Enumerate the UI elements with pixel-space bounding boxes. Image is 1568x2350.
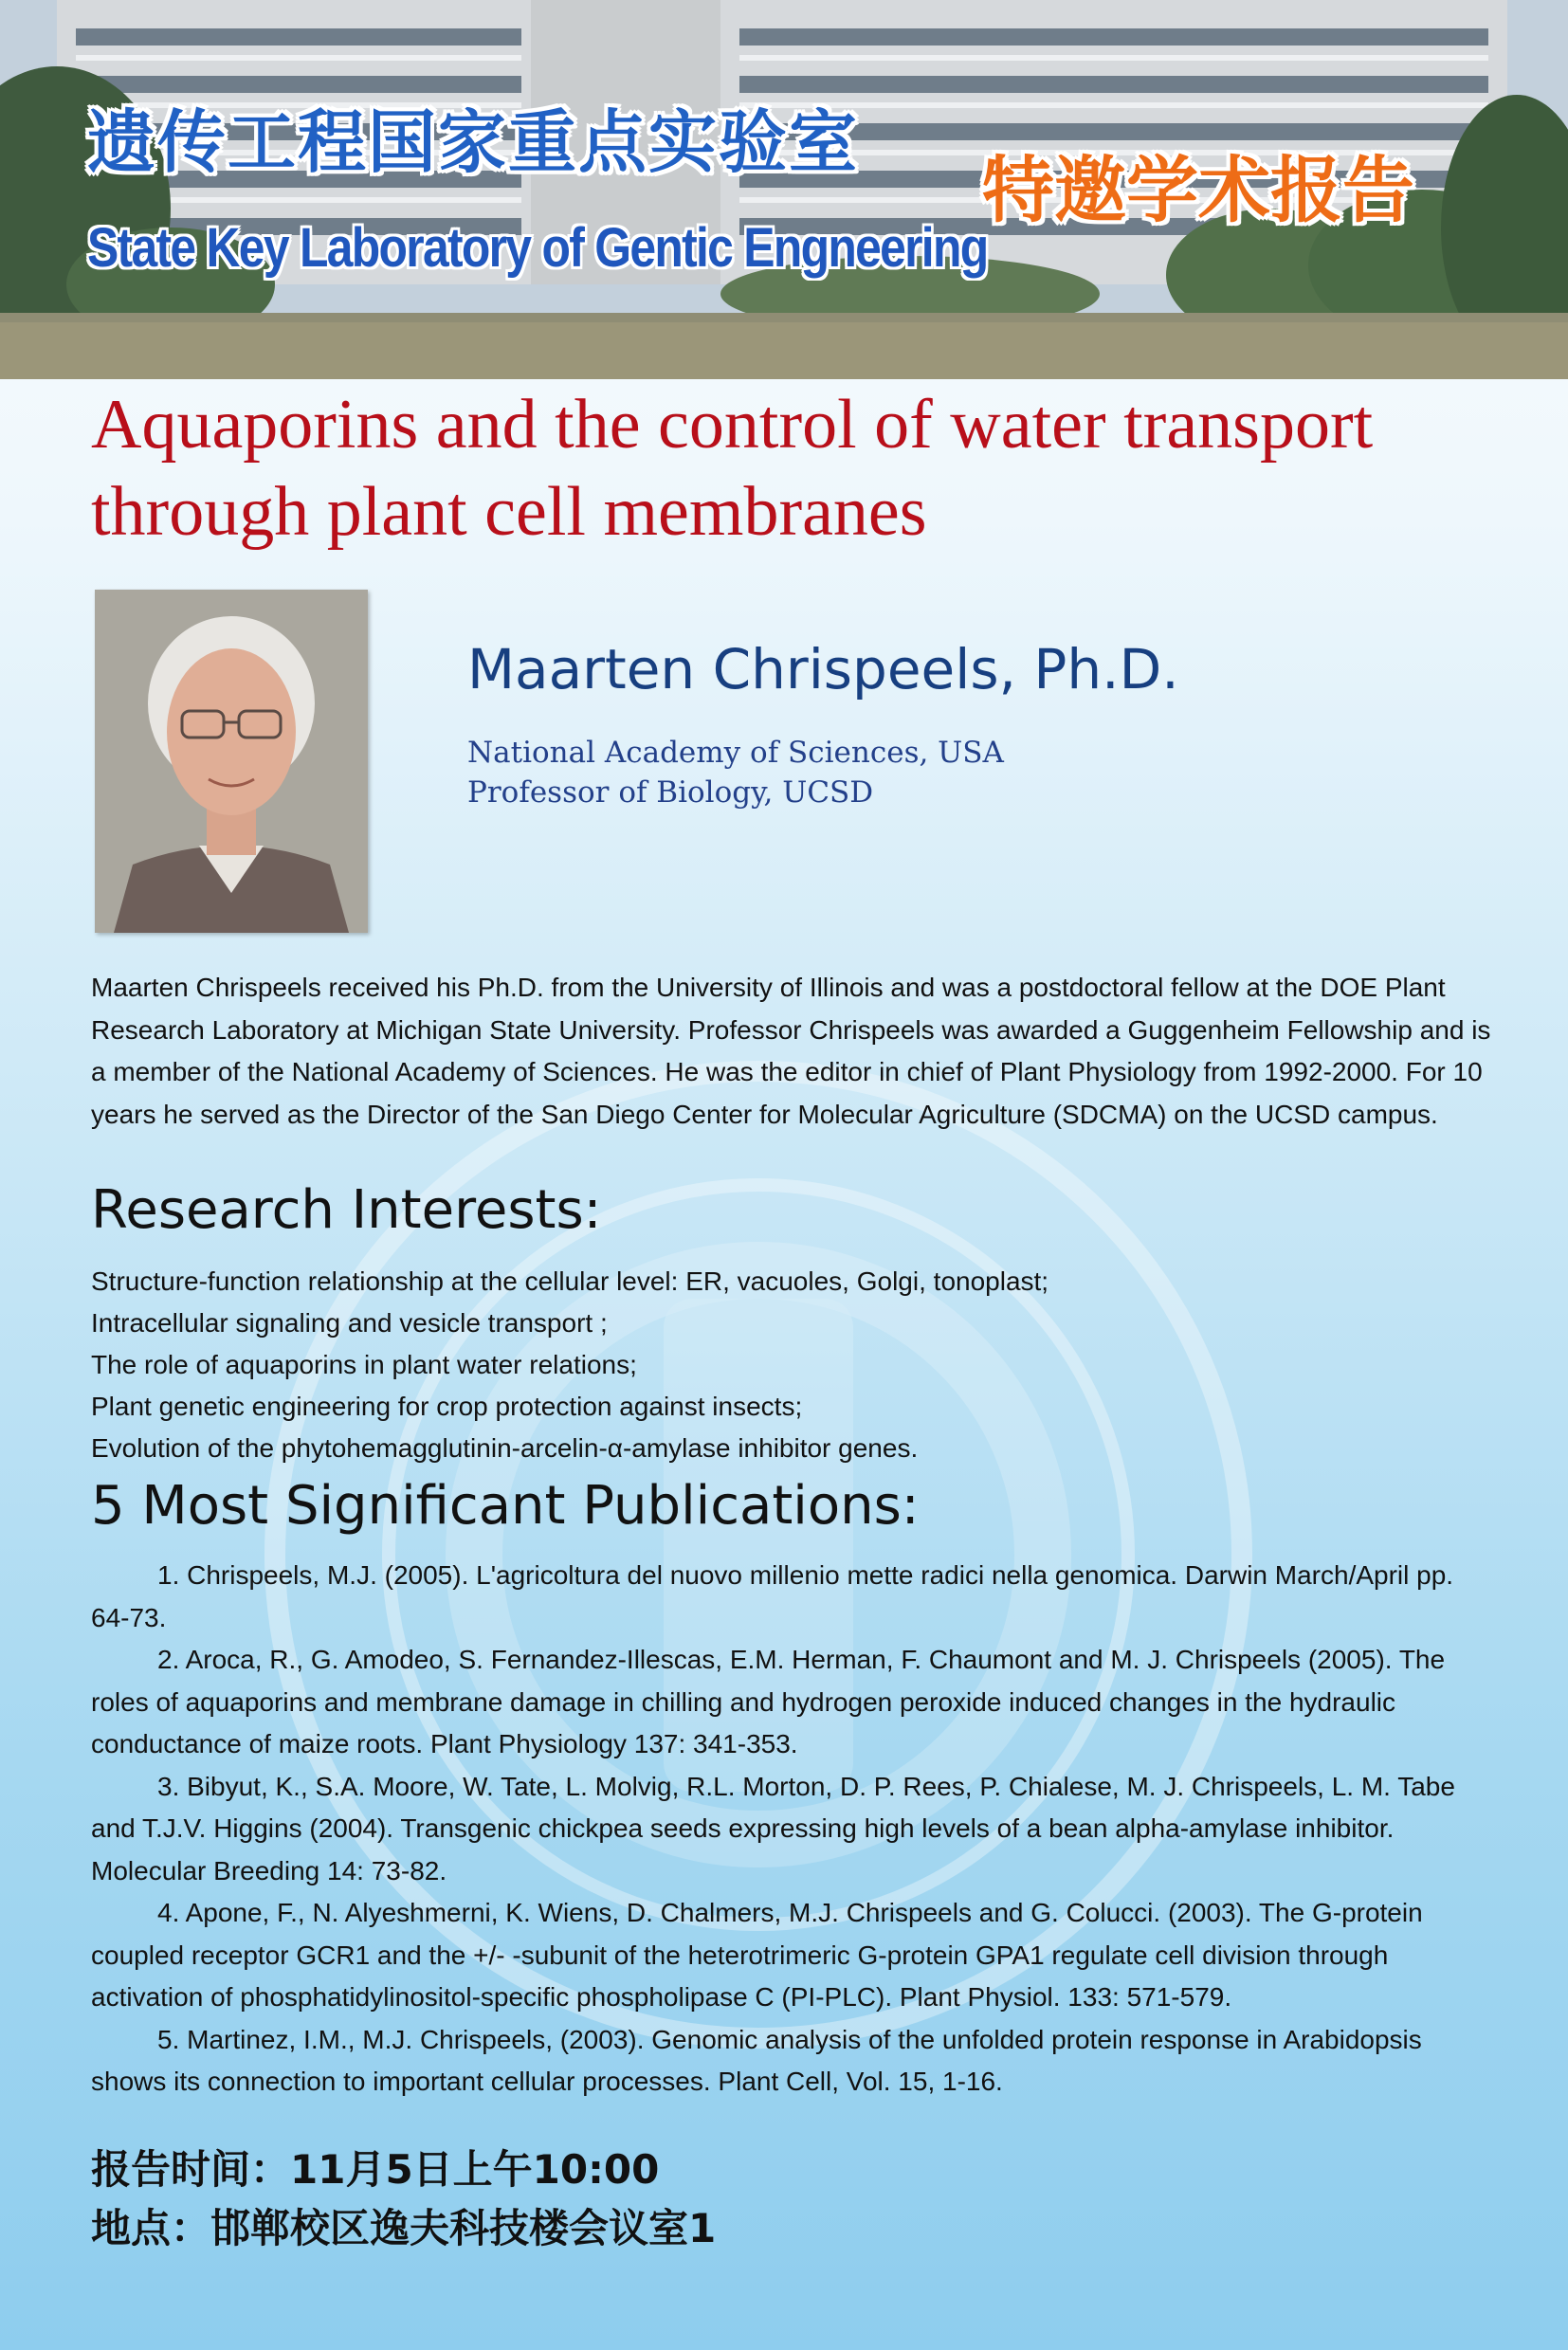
header-banner — [0, 0, 1568, 379]
special-lecture-label: 特邀学术报告 — [982, 148, 1414, 232]
talk-title-line-2: through plant cell membranes — [91, 473, 927, 551]
publications-list — [91, 1555, 1496, 2104]
lab-name-english: State Key Laboratory of Gentic Engneering — [87, 217, 988, 279]
speaker-affiliation-1: National Academy of Sciences, USA — [467, 736, 1004, 770]
publication-item: 4. Apone, F., N. Alyeshmerni, K. Wiens, D. Chalmers, M.J. Chrispeels and G. Colucci. (2003). The G-protein coupled receptor GCR1 and the +/- -subunit of the heterotrimeric G-protein GPA1 regulate cell division through activation of phosphatidylinositol-specific phospholipase C (PI-PLC). Plant Physiol. 133: 571-579. — [91, 1898, 1423, 2012]
speaker-affiliation-2: Professor of Biology, UCSD — [467, 775, 874, 810]
speaker-photo — [95, 590, 368, 933]
speaker-bio: Maarten Chrispeels received his Ph.D. from the University of Illinois and was a postdoctoral fellow at the DOE Plant Research Laboratory at Michigan State University. Professor Chrispeels was awarded a Guggenheim Fellowship and is a member of the National Academy of Sciences. He was the editor in chief of Plant Physiology from 1992-2000. For 10 years he served as the Director of the San Diego Center for Molecular Agriculture (SDCMA) on the UCSD campus. — [91, 973, 1491, 1129]
research-interest-item: Intracellular signaling and vesicle transport ; — [91, 1308, 608, 1338]
lab-name-chinese: 遗传工程国家重点实验室 — [87, 102, 860, 182]
research-interest-item: Structure-function relationship at the cellular level: ER, vacuoles, Golgi, tonoplast; — [91, 1266, 1049, 1296]
talk-title — [91, 381, 1541, 556]
event-location: 地点：邯郸校区逸夫科技楼会议室1 — [91, 2205, 717, 2251]
publications-heading: 5 Most Significant Publications: — [91, 1475, 920, 1537]
publication-item: 1. Chrispeels, M.J. (2005). L'agricoltura del nuovo millenio mette radici nella genomica. Darwin March/April pp. 64-73. — [91, 1560, 1454, 1632]
publication-item: 2. Aroca, R., G. Amodeo, S. Fernandez-Illescas, E.M. Herman, F. Chaumont and M. J. Chrispeels (2005). The roles of aquaporins and membrane damage in chilling and hydrogen peroxide induced changes in the hydraulic conductance of maize roots. Plant Physiology 137: 341-353. — [91, 1645, 1446, 1758]
research-interests-list — [91, 1261, 1494, 1469]
publication-item: 5. Martinez, I.M., M.J. Chrispeels, (2003). Genomic analysis of the unfolded protein response in Arabidopsis shows its connection to important cellular processes. Plant Cell, Vol. 15, 1-16. — [91, 2024, 1422, 2096]
research-interests-heading: Research Interests: — [91, 1179, 602, 1241]
research-interest-item: Plant genetic engineering for crop protection against insects; — [91, 1392, 803, 1421]
publication-item: 3. Bibyut, K., S.A. Moore, W. Tate, L. Molvig, R.L. Morton, D. P. Rees, P. Chialese, M. J. Chrispeels, L. M. Tabe and T.J.V. Higgins (2004). Transgenic chickpea seeds expressing high levels of a bean alpha-amylase inhibitor. Molecular Breeding 14: 73-82. — [91, 1771, 1455, 1885]
speaker-name: Maarten Chrispeels, Ph.D. — [467, 637, 1179, 701]
research-interest-item: Evolution of the phytohemagglutinin-arcelin-α-amylase inhibitor genes. — [91, 1433, 919, 1463]
research-interest-item: The role of aquaporins in plant water relations; — [91, 1350, 637, 1379]
talk-title-line-1: Aquaporins and the control of water transport — [91, 386, 1374, 464]
event-time: 报告时间：11月5日上午10:00 — [91, 2146, 660, 2193]
